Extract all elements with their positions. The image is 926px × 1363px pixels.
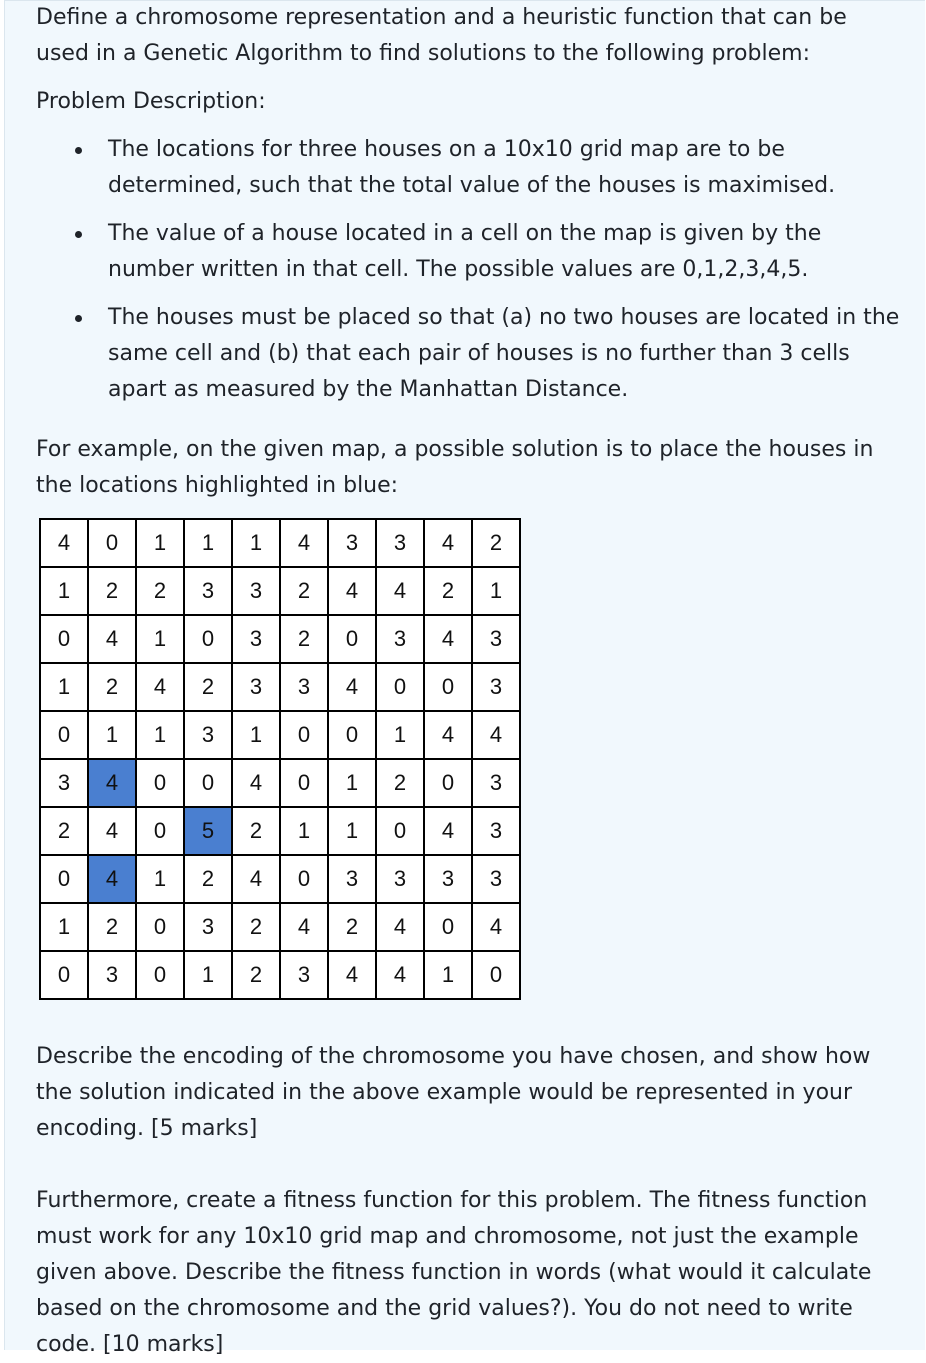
grid-cell: 1 — [88, 711, 136, 759]
grid-cell: 2 — [184, 855, 232, 903]
grid-cell: 1 — [40, 663, 88, 711]
grid-cell: 1 — [184, 951, 232, 999]
grid-cell: 0 — [280, 855, 328, 903]
grid-row — [40, 759, 520, 807]
grid-cell: 2 — [88, 903, 136, 951]
grid-cell: 2 — [376, 759, 424, 807]
bullet-item: The value of a house located in a cell on the map is given by the number written in that cell. The possible values are 0,1,2,3,4,5. — [108, 221, 822, 282]
grid-cell: 1 — [232, 519, 280, 567]
grid-cell: 0 — [184, 759, 232, 807]
grid-cell: 1 — [328, 807, 376, 855]
grid-cell: 2 — [328, 903, 376, 951]
grid-cell: 1 — [232, 711, 280, 759]
bullet-dot — [75, 315, 82, 322]
bullet-dot — [75, 147, 82, 154]
grid-cell: 0 — [328, 615, 376, 663]
grid-cell: 3 — [376, 615, 424, 663]
grid-cell: 3 — [472, 615, 520, 663]
grid-cell: 3 — [472, 759, 520, 807]
grid-cell: 0 — [40, 711, 88, 759]
grid-cell: 0 — [376, 807, 424, 855]
grid-row — [40, 855, 520, 903]
grid-row — [40, 567, 520, 615]
question-fitness: Furthermore, create a fitness function for this problem. The fitness function must work for any 10x10 grid map and chromosome, not just the example given above. Describe the fitness function in words (what would it calculate based on the chromosome and the grid values?). You do not need to write code. [10 marks] — [36, 1188, 872, 1357]
grid-cell: 1 — [328, 759, 376, 807]
grid-cell: 2 — [88, 567, 136, 615]
grid-cell: 4 — [472, 711, 520, 759]
grid-row — [40, 807, 520, 855]
example-text: For example, on the given map, a possible solution is to place the houses in the locations highlighted in blue: — [36, 437, 874, 498]
grid-cell: 1 — [136, 711, 184, 759]
grid-cell: 1 — [136, 855, 184, 903]
grid-cell: 3 — [472, 663, 520, 711]
grid-cell: 1 — [40, 567, 88, 615]
grid-cell: 3 — [376, 519, 424, 567]
grid-cell: 1 — [184, 519, 232, 567]
grid-cell: 4 — [136, 663, 184, 711]
grid-cell-highlighted: 4 — [88, 855, 136, 903]
bullet-item: The locations for three houses on a 10x10 grid map are to be determined, such that the total value of the houses is maximised. — [108, 137, 836, 198]
intro-text: Define a chromosome representation and a heuristic function that can be used in a Genetic Algorithm to find solutions to the following problem: — [36, 5, 847, 66]
grid-cell: 3 — [472, 807, 520, 855]
grid-cell-highlighted: 5 — [184, 807, 232, 855]
grid-cell: 1 — [424, 951, 472, 999]
grid-cell: 3 — [40, 759, 88, 807]
grid-row — [40, 711, 520, 759]
grid-cell: 4 — [328, 663, 376, 711]
grid-cell: 0 — [328, 711, 376, 759]
grid-cell: 4 — [232, 855, 280, 903]
grid-cell: 0 — [40, 855, 88, 903]
grid-cell: 0 — [136, 807, 184, 855]
grid-cell: 2 — [136, 567, 184, 615]
grid-cell: 2 — [280, 567, 328, 615]
grid-cell: 0 — [136, 951, 184, 999]
grid-cell: 1 — [40, 903, 88, 951]
grid-cell: 3 — [232, 567, 280, 615]
grid-cell: 3 — [232, 663, 280, 711]
grid-cell: 2 — [232, 807, 280, 855]
question-encoding: Describe the encoding of the chromosome you have chosen, and show how the solution indicated in the above example would be represented in your encoding. [5 marks] — [36, 1044, 871, 1141]
grid-cell: 4 — [328, 951, 376, 999]
grid-cell: 4 — [472, 903, 520, 951]
grid-cell: 3 — [328, 519, 376, 567]
grid-cell: 4 — [424, 615, 472, 663]
grid-cell: 2 — [280, 615, 328, 663]
grid-cell: 3 — [328, 855, 376, 903]
grid-cell: 0 — [424, 903, 472, 951]
grid-cell: 4 — [424, 807, 472, 855]
grid-cell: 2 — [88, 663, 136, 711]
grid-cell: 0 — [136, 903, 184, 951]
grid-cell: 4 — [88, 807, 136, 855]
grid-cell: 0 — [280, 759, 328, 807]
grid-cell: 2 — [40, 807, 88, 855]
grid-cell: 0 — [40, 615, 88, 663]
grid-cell: 4 — [328, 567, 376, 615]
grid-row — [40, 951, 520, 999]
grid-cell: 1 — [136, 519, 184, 567]
problem-heading: Problem Description: — [36, 89, 266, 114]
grid-row — [40, 615, 520, 663]
grid-cell: 3 — [424, 855, 472, 903]
grid-cell: 3 — [376, 855, 424, 903]
grid-cell: 1 — [136, 615, 184, 663]
grid-cell: 4 — [232, 759, 280, 807]
grid-cell: 0 — [424, 663, 472, 711]
grid-map — [39, 518, 521, 1000]
grid-cell: 1 — [376, 711, 424, 759]
grid-cell: 3 — [88, 951, 136, 999]
grid-cell: 4 — [88, 615, 136, 663]
bullet-dot — [75, 231, 82, 238]
bullet-item: The houses must be placed so that (a) no two houses are located in the same cell and (b) that each pair of houses is no further than 3 cells apart as measured by the Manhattan Distance. — [108, 305, 900, 402]
grid-cell: 3 — [184, 903, 232, 951]
grid-cell: 0 — [472, 951, 520, 999]
grid-row — [40, 519, 520, 567]
grid-cell: 0 — [280, 711, 328, 759]
grid-cell: 1 — [472, 567, 520, 615]
grid-cell: 4 — [376, 903, 424, 951]
grid-cell: 4 — [424, 711, 472, 759]
grid-cell: 4 — [280, 519, 328, 567]
grid-cell: 3 — [184, 711, 232, 759]
grid-cell: 0 — [40, 951, 88, 999]
grid-cell: 0 — [184, 615, 232, 663]
grid-cell: 3 — [472, 855, 520, 903]
grid-cell: 3 — [232, 615, 280, 663]
grid-cell: 0 — [376, 663, 424, 711]
grid-cell: 4 — [424, 519, 472, 567]
grid-cell: 4 — [376, 567, 424, 615]
grid-cell: 0 — [424, 759, 472, 807]
grid-cell: 2 — [472, 519, 520, 567]
grid-cell: 2 — [184, 663, 232, 711]
grid-cell: 2 — [232, 951, 280, 999]
grid-cell: 0 — [88, 519, 136, 567]
grid-cell: 2 — [424, 567, 472, 615]
grid-cell: 3 — [280, 951, 328, 999]
grid-cell-highlighted: 4 — [88, 759, 136, 807]
grid-cell: 3 — [184, 567, 232, 615]
grid-cell: 2 — [232, 903, 280, 951]
grid-cell: 0 — [136, 759, 184, 807]
grid-row — [40, 663, 520, 711]
grid-cell: 4 — [40, 519, 88, 567]
grid-cell: 4 — [376, 951, 424, 999]
grid-cell: 4 — [280, 903, 328, 951]
grid-row — [40, 903, 520, 951]
grid-cell: 3 — [280, 663, 328, 711]
grid-cell: 1 — [280, 807, 328, 855]
